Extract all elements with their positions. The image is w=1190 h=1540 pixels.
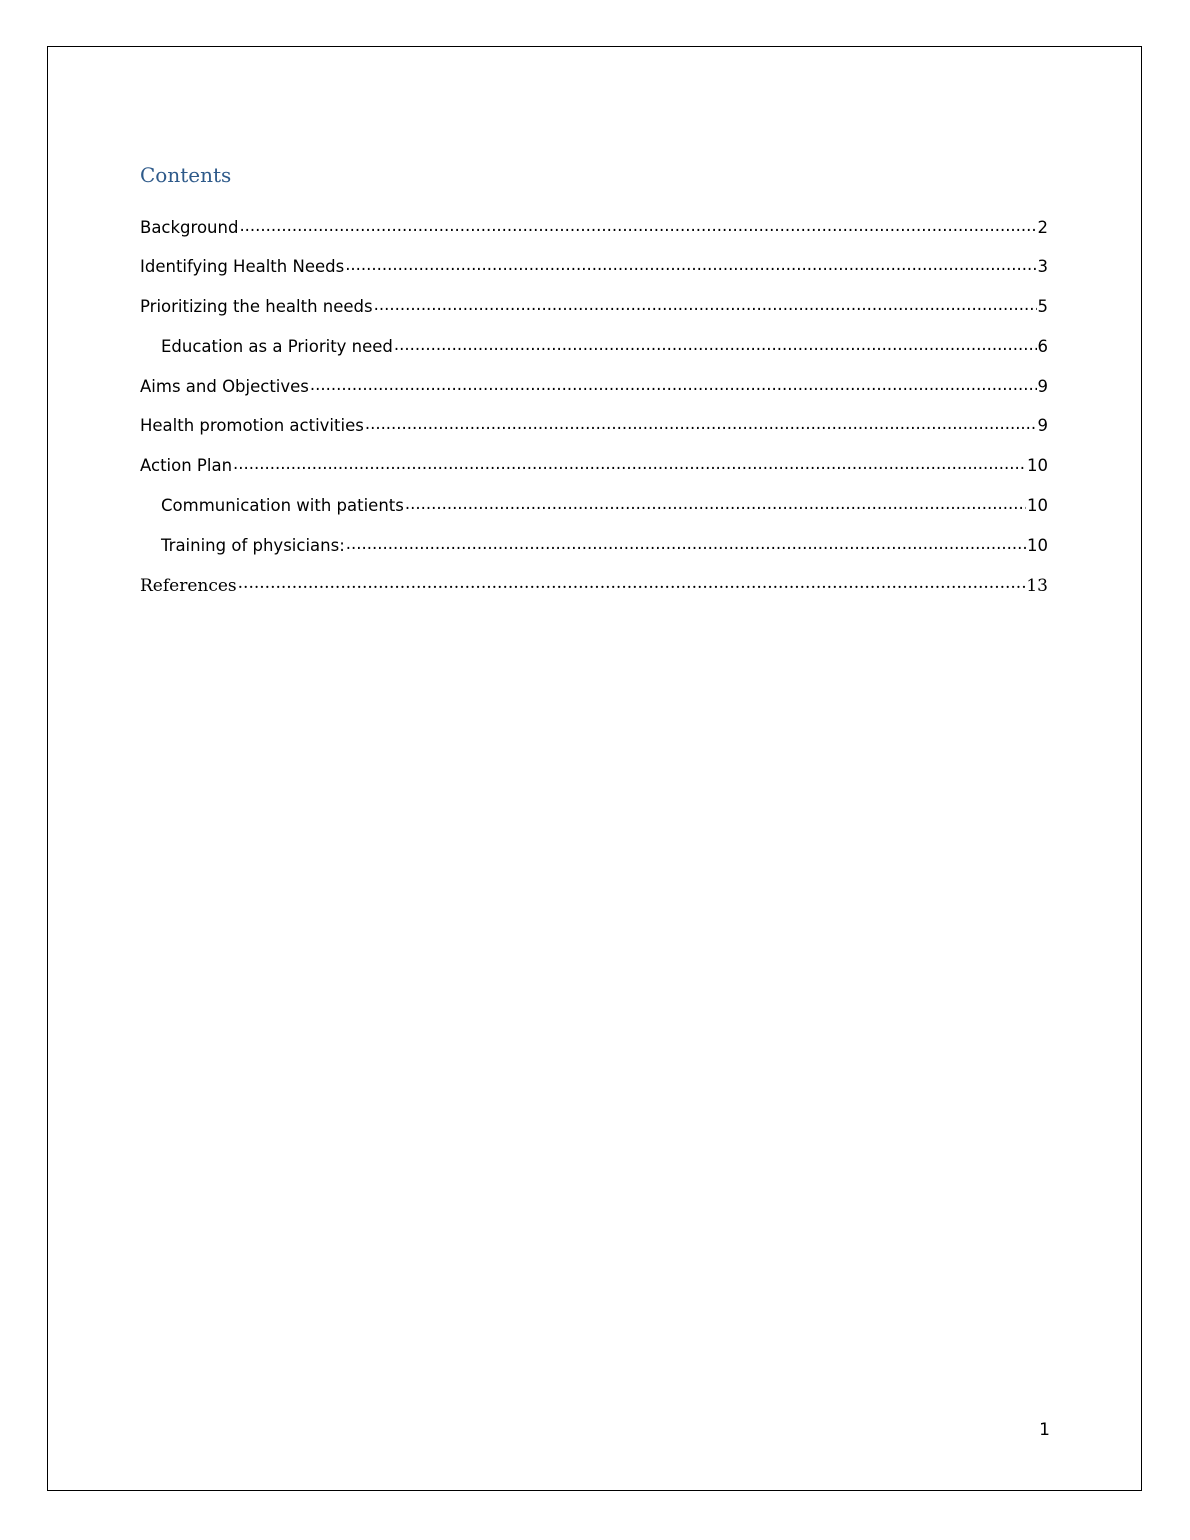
toc-entry-page: 10 <box>1027 535 1048 555</box>
toc-dot-leader <box>239 216 1036 233</box>
toc-entry-label: Action Plan <box>140 456 233 476</box>
toc-entry-label: Training of physicians: <box>161 535 345 555</box>
toc-entry-label: Education as a Priority need <box>161 336 393 356</box>
toc-entry-page: 9 <box>1037 416 1048 436</box>
toc-dot-leader <box>374 296 1037 313</box>
toc-heading: Contents <box>140 163 232 187</box>
toc-entry-label: Aims and Objectives <box>140 376 309 396</box>
toc-dot-leader <box>346 534 1026 551</box>
toc-dot-leader <box>394 335 1037 352</box>
toc-entry-label: References <box>140 576 237 597</box>
toc-entry-aims-objectives[interactable] <box>140 375 1048 415</box>
toc-entry-label: Prioritizing the health needs <box>140 297 373 317</box>
toc-entry-identifying-health-needs[interactable] <box>140 256 1048 296</box>
toc-entry-page: 9 <box>1037 376 1048 396</box>
toc-entry-communication-with-patients[interactable] <box>140 495 1048 535</box>
toc-dot-leader <box>238 574 1026 591</box>
toc-entry-page: 5 <box>1037 297 1048 317</box>
toc-entry-references[interactable] <box>140 574 1048 614</box>
toc-entry-education-priority-need[interactable] <box>140 335 1048 375</box>
toc-entry-label: Identifying Health Needs <box>140 257 345 277</box>
toc-entry-page: 3 <box>1037 257 1048 277</box>
toc-entry-label: Background <box>140 217 239 237</box>
toc-dot-leader <box>345 256 1036 273</box>
toc-entry-label: Health promotion activities <box>140 416 364 436</box>
toc-dot-leader <box>405 495 1026 512</box>
toc-dot-leader <box>365 415 1037 432</box>
toc-entry-prioritizing-health-needs[interactable] <box>140 296 1048 336</box>
toc-entry-page: 10 <box>1027 456 1048 476</box>
toc-entry-health-promotion-activities[interactable] <box>140 415 1048 455</box>
toc-entry-page: 2 <box>1037 217 1048 237</box>
toc-entry-background[interactable] <box>140 216 1048 256</box>
toc-entry-page: 6 <box>1037 336 1048 356</box>
toc-entry-action-plan[interactable] <box>140 455 1048 495</box>
table-of-contents <box>140 216 1048 614</box>
toc-entry-training-of-physicians[interactable] <box>140 534 1048 574</box>
toc-dot-leader <box>233 455 1026 472</box>
toc-entry-page: 10 <box>1027 496 1048 516</box>
toc-entry-page: 13 <box>1026 576 1048 597</box>
toc-dot-leader <box>310 375 1037 392</box>
toc-entry-label: Communication with patients <box>161 496 404 516</box>
page-number: 1 <box>1039 1420 1050 1440</box>
